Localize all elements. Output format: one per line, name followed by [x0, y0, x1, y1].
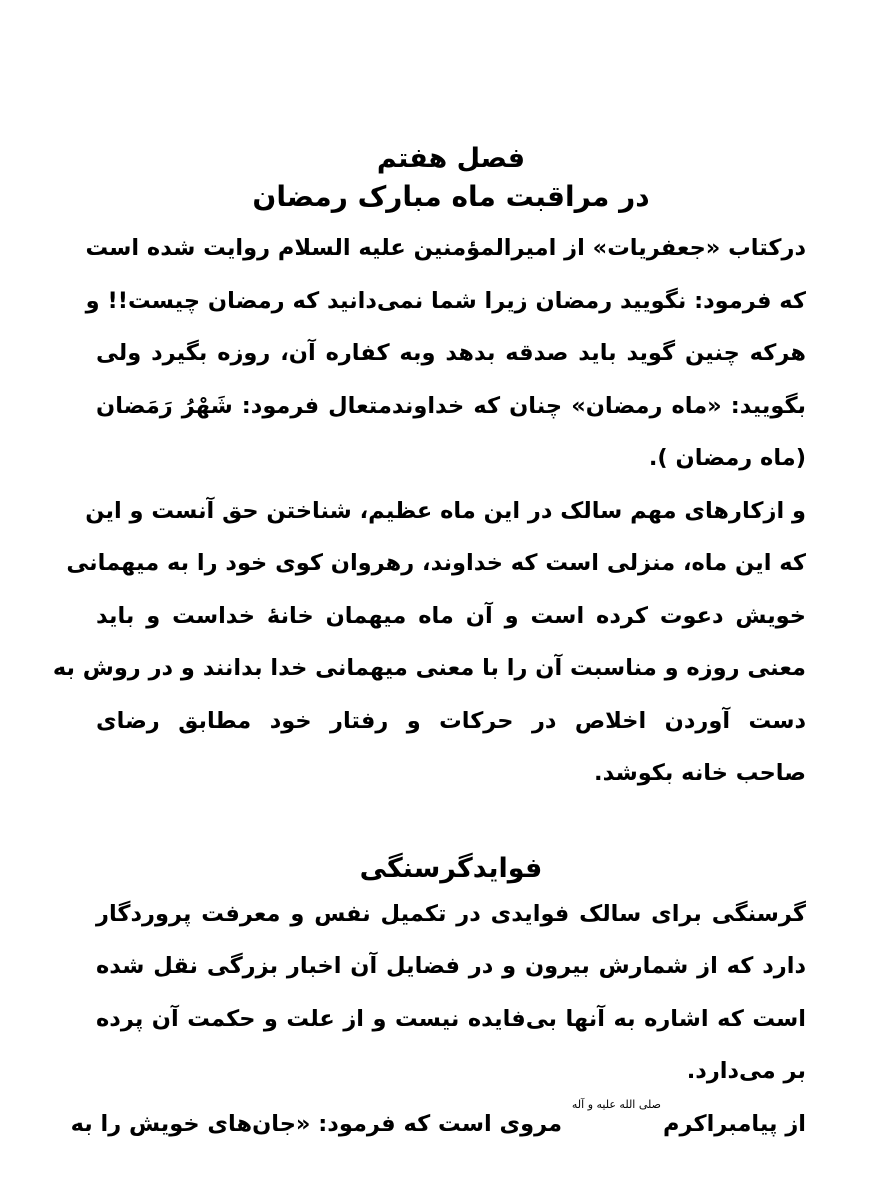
section-title-hunger: فوایدگرسنگی: [359, 852, 543, 884]
text-line: دست آوردن اخلاص در حرکات و رفتار خود مطابق رضای: [96, 707, 806, 734]
book-page: [52, 140, 806, 1150]
text-line: هرکه چنین گوید باید صدقه بدهد وبه کفاره آن، روزه بگیرد ولی: [96, 340, 806, 366]
text-line: بر می‌دارد.: [686, 1058, 806, 1084]
honorific-seal: صلی الله علیه و آله: [571, 1097, 662, 1111]
text-line: صاحب خانه بکوشد.: [594, 760, 806, 786]
text-line: دارد که از شمارش بیرون و در فضایل آن اخبار بزرگی نقل شده: [96, 953, 806, 979]
paragraph-jafariyat: [85, 222, 806, 485]
chapter-subtitle: در مراقبت ماه مبارک رمضان: [252, 180, 650, 213]
chapter-title: فصل هفتم: [376, 143, 526, 174]
paragraph-hunger: [70, 888, 806, 1151]
text-line: گرسنگی برای سالک فوایدی در تکمیل نفس و معرفت پروردگار: [96, 900, 806, 927]
text-line-with-honorific: [70, 1097, 806, 1151]
section-spacer: [96, 800, 806, 850]
text-line: (ماه رمضان ).: [648, 445, 806, 471]
paragraph-salik-duties: [52, 485, 806, 800]
text-line: بگویید: «ماه رمضان» چنان که خداوندمتعال فرمود: شَهْرُ رَمَضان: [96, 392, 806, 419]
text-line: است که اشاره به آنها بی‌فایده نیست و از علت و حکمت آن پرده: [96, 1005, 806, 1032]
text-line: که فرمود: نگویید رمضان زیرا شما نمی‌دانید که رمضان چیست!! و: [85, 287, 806, 314]
hadith-start: مروی است که فرمود: «جان‌های خویش را به: [70, 1110, 563, 1137]
text-line: معنی روزه و مناسبت آن را با معنی میهمانی خدا بدانند و در روش به: [52, 655, 806, 681]
text-line: که این ماه، منزلی است که خداوند، رهروان کوی خود را به میهمانی: [66, 550, 806, 576]
text-line: خویش دعوت کرده است و آن ماه میهمان خانهٔ خداست و باید: [96, 602, 806, 629]
text-line: درکتاب «جعفریات» از امیرالمؤمنین علیه السلام روایت شده است: [85, 235, 806, 261]
text-line: و ازکارهای مهم سالک در این ماه عظیم، شناختن حق آنست و این: [85, 497, 806, 524]
prophet-mention: از پیامبراکرم: [663, 1110, 806, 1137]
